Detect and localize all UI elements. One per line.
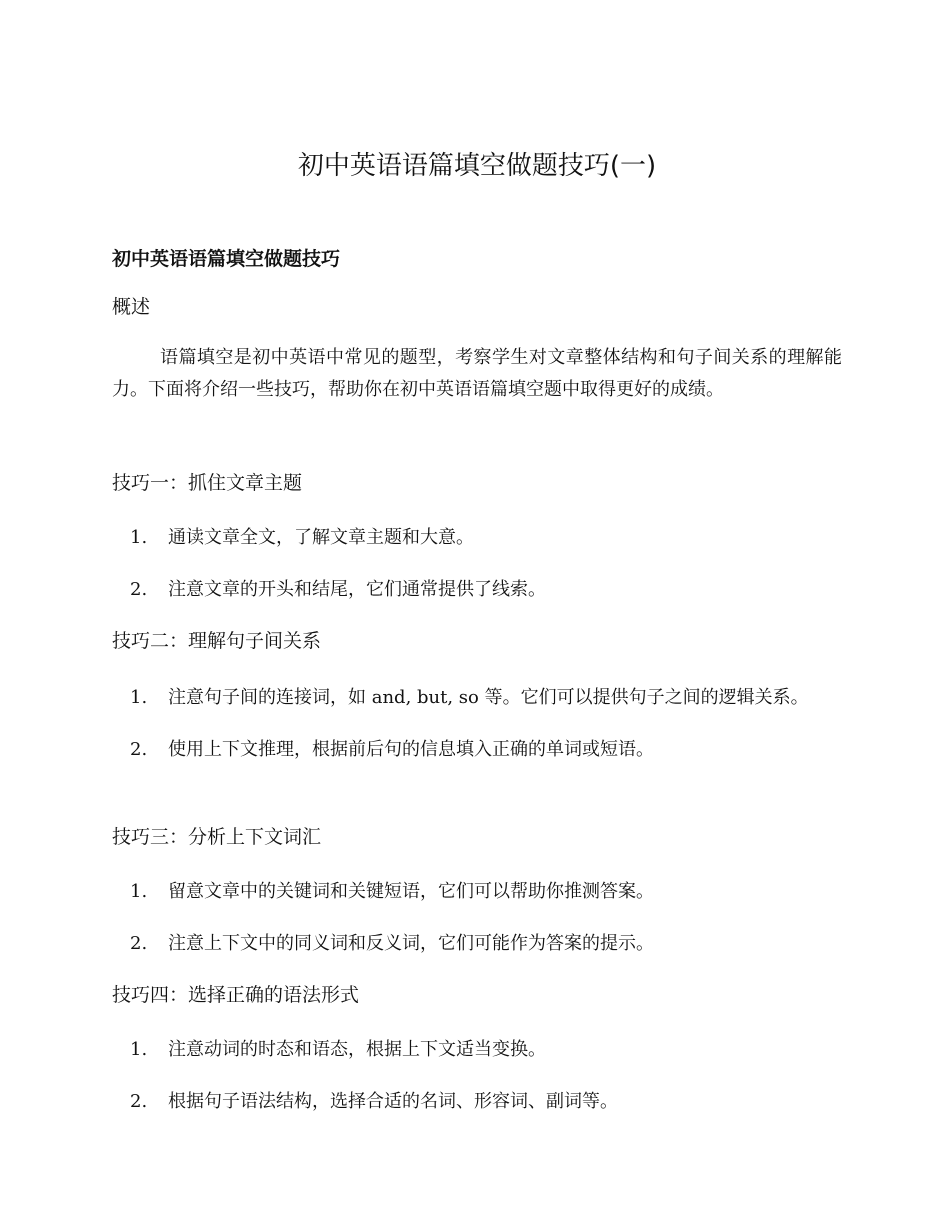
list-item-number: 1. xyxy=(130,881,148,902)
list-item xyxy=(112,574,842,606)
list-item xyxy=(112,734,842,766)
list-item-text: 注意句子间的连接词，如 and, but, so 等。它们可以提供句子之间的逻辑关系。 xyxy=(168,687,809,708)
list-item-number: 2. xyxy=(130,739,148,760)
list-item-text: 注意文章的开头和结尾，它们通常提供了线索。 xyxy=(168,579,546,600)
list-item-number: 2. xyxy=(130,1091,148,1112)
list-item xyxy=(112,876,842,908)
list-item xyxy=(112,1034,842,1066)
overview-heading: 概述 xyxy=(112,296,151,318)
section-list-3 xyxy=(112,876,842,980)
list-item-number: 2. xyxy=(130,579,148,600)
document-title: 初中英语语篇填空做题技巧(一) xyxy=(297,151,657,181)
list-item xyxy=(112,928,842,960)
list-item-number: 1. xyxy=(130,1039,148,1060)
section-heading-4: 技巧四：选择正确的语法形式 xyxy=(112,984,360,1006)
list-item-number: 2. xyxy=(130,933,148,954)
section-list-1 xyxy=(112,522,842,626)
list-item-text: 通读文章全文，了解文章主题和大意。 xyxy=(168,527,474,548)
section-list-2 xyxy=(112,682,842,786)
list-item-text: 注意上下文中的同义词和反义词，它们可能作为答案的提示。 xyxy=(168,933,654,954)
section-list-4 xyxy=(112,1034,842,1138)
list-item-text: 根据句子语法结构，选择合适的名词、形容词、副词等。 xyxy=(168,1091,618,1112)
list-item-text: 注意动词的时态和语态，根据上下文适当变换。 xyxy=(168,1039,546,1060)
list-item xyxy=(112,1086,842,1118)
list-item-text: 留意文章中的关键词和关键短语，它们可以帮助你推测答案。 xyxy=(168,881,654,902)
section-heading-2: 技巧二：理解句子间关系 xyxy=(112,630,322,652)
list-item xyxy=(112,682,842,714)
list-item-number: 1. xyxy=(130,527,148,548)
list-item xyxy=(112,522,842,554)
list-item-text: 使用上下文推理，根据前后句的信息填入正确的单词或短语。 xyxy=(168,739,654,760)
main-heading: 初中英语语篇填空做题技巧 xyxy=(112,248,341,270)
overview-paragraph: 语篇填空是初中英语中常见的题型，考察学生对文章整体结构和句子间关系的理解能力。下面将介绍一些技巧，帮助你在初中英语语篇填空题中取得更好的成绩。 xyxy=(112,347,842,400)
section-heading-1: 技巧一：抓住文章主题 xyxy=(112,472,303,494)
list-item-number: 1. xyxy=(130,687,148,708)
section-heading-3: 技巧三：分析上下文词汇 xyxy=(112,826,322,848)
